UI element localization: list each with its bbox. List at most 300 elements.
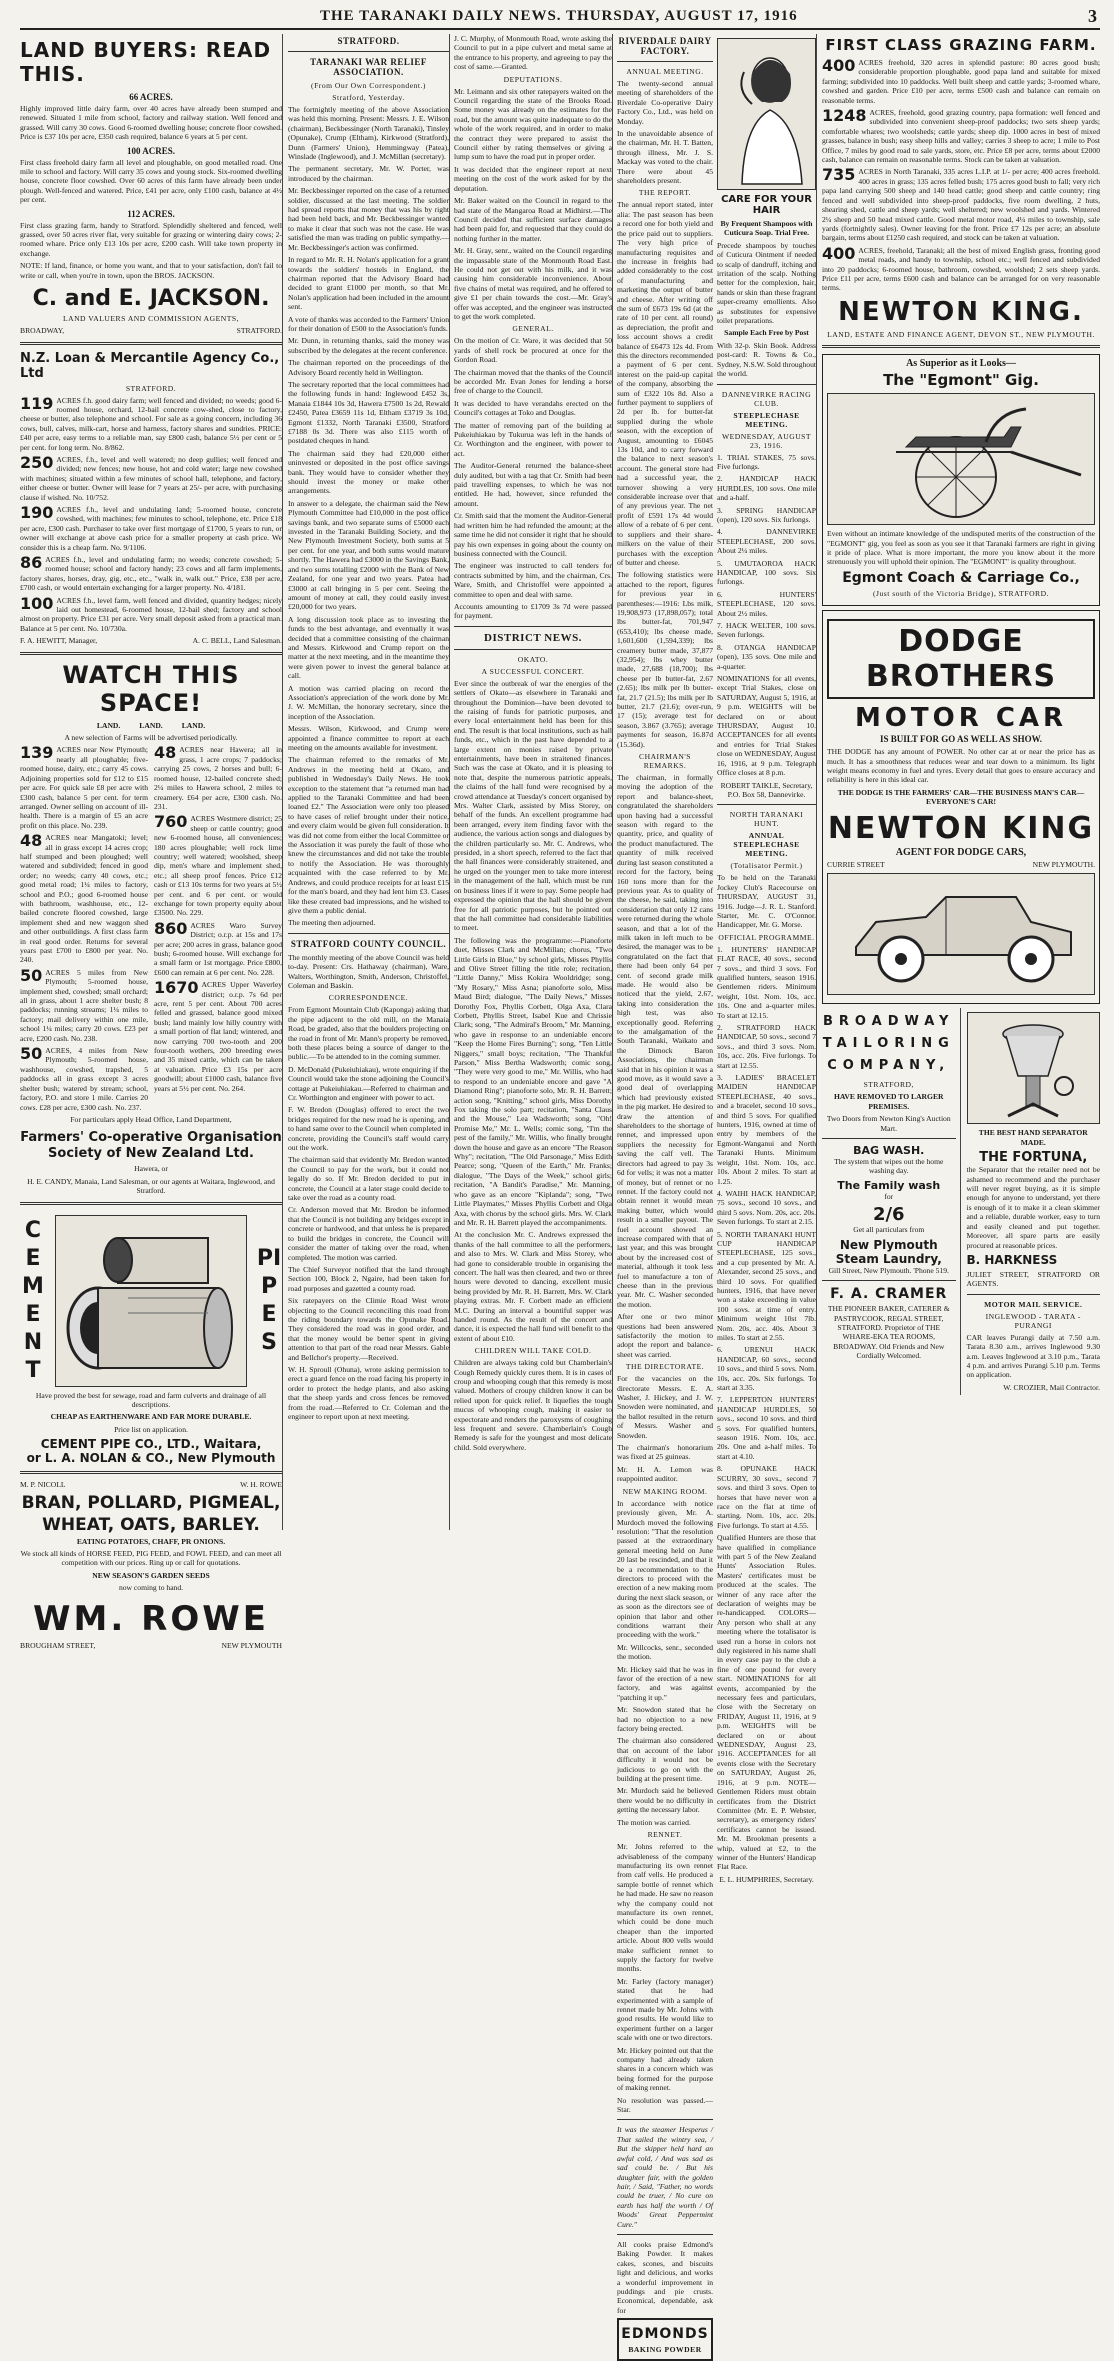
cement-price: Price list on application.: [114, 1424, 188, 1434]
listing-text: ACRES, freehold, Taranaki; all the best of mixed English grass, fronting good metal roads, and handy to township, school etc.; well fenced and subdivided into 20 paddocks; 6-roomed house, bathroom, cowshed, woolshed; 2 sets sheep yards. Price £11 per acre, terms £600 cash and balance can be arranged for on very reasonable terms.: [822, 245, 1100, 293]
rowe-names: [20, 1480, 282, 1489]
farm-size: 112 ACRES.: [127, 208, 175, 219]
hunt-meeting: ANNUAL STEEPLECHASE MEETING.: [733, 831, 800, 859]
listing-acres: 735: [822, 165, 856, 185]
rowe-right: W. H. ROWE: [240, 1480, 282, 1490]
race: 2. HANDICAP HACK HURDLES, 100 sovs. One mile and a-half.: [717, 474, 816, 503]
race: 5. NORTH TARANAKI HUNT CUP HANDICAP STEEPLECHASE, 125 sovs., and a cup presented by Mr. A. Alexander, second 25 sovs., and third 10 sovs. For qualified hunters, 1916, that have never won a stake exceeding in value 100 sovs. at time of entry. Minimum weight 10st 7lb. Nom. 20s, acc. 40s. About 3 miles. To start at 2.55.: [717, 1229, 816, 1342]
edmonds-name: EDMONDS: [621, 2326, 709, 2343]
listing: [20, 593, 282, 634]
article-paragraph: In answer to a delegate, the chairman said the New Plymouth Committee had £10,000 in the post office savings bank, and two separate sums of £5000 each invested in the Taranaki Building Society, and the New Plymouth Investment Society, both sums at 5 per cent. for one year, and both sums would mature shortly. The Hawera had £3000 in the Savings Bank, and two sums totalling £2000 with the Bank of New Zealand, for one year and two years. Patea had £3000 at call bringing in 5 per cent. Seeing the amount of money at call, they could easily invest £20,000 for two years.: [288, 498, 449, 612]
article-paragraph: A motion was carried placing on record the Association's appreciation of the work done by Mr. J. W. McMillan, the honorary secretary, since the inception of the Association.: [288, 683, 449, 721]
divider: [20, 652, 282, 655]
article-paragraph: Mr. Snowdon stated that he had no objection to a new factory being erected.: [617, 1705, 713, 1734]
pipes-letters: PIPES: [256, 1245, 282, 1355]
article-paragraph: The chairman moved that the thanks of the Council be accorded Mr. Evan Jones for lending a horse free of charge to the Council.: [454, 367, 612, 396]
separator-illustration: [967, 1012, 1101, 1124]
article-paragraph: The permanent secretary, Mr. W. Porter, was introduced by the chairman.: [288, 164, 449, 183]
listing-acres: 48: [154, 743, 177, 763]
column-ads: [822, 34, 1100, 1530]
divider: [617, 2119, 713, 2120]
subheading: DEPUTATIONS.: [503, 74, 563, 84]
article-paragraph: Mr. Beckbessinger reported on the case of a returned soldier, discussed at the last meeting. The soldier had spread reports that money that was his by right had been held back, and Mr. Beckbessinger wanted to make it clear that such was not the case. He was satisfied the man was trading on public sympathy.—Mr. Beckbessinger's action was confirmed.: [288, 186, 449, 252]
dairy-top: [617, 34, 816, 2361]
cramer-text: THE PIONEER BAKER, CATERER & PASTRYCOOK, REGAL STREET, STRATFORD. Proprietor of THE WHARE-EKA TEA ROOMS, BROADWAY. Old Friends and New Cordially Welcomed.: [827, 1304, 950, 1361]
subheading: ANNUAL MEETING.: [626, 67, 704, 76]
rowe-address-left: BROUGHAM STREET,: [20, 1640, 96, 1650]
article-paragraph: The engineer was instructed to call tenders for contracts submitted by him, and the chairman, Crs. Ware, Smith, and Christoffel were appointed a committee to open and deal with same.: [454, 561, 612, 599]
bag-heading: BAG WASH.: [853, 1144, 925, 1158]
jackson-name: C. and E. JACKSON.: [32, 286, 270, 312]
article-paragraph: The matter of removing part of the building at Pukeiuhiakau by Tukurua was left in the hands of Cr. Worthington and the engineer, with power to act.: [454, 420, 612, 458]
listing-text: ACRES, f.h., level and well watered; no deep gullies; well fenced and divided; new fences; new house, hot and cold water; large new cowshed with machines; situated within a few minutes of school hall, telephone, and factory, either cheese or butter. Owner will lease for 7 years at 25/- per acre, with purchasing clause if wished. No. 10/752.: [20, 454, 282, 502]
mail-contractor: W. CROZIER, Mail Contractor.: [1003, 1382, 1100, 1392]
section-heading: DISTRICT NEWS.: [484, 631, 582, 644]
fortuna-text: the Separator that the retailer need not be ashamed to recommend and the purchaser will never regret buying, as it is simple enough for anyone to understand, yet there is enough of it to make it a clean skimmer and a reliable, durable worker, easy to turn and easily cleaned and put together. Moreover, all spare parts are easily procured at reasonable prices.: [966, 1165, 1100, 1250]
race: 6. HUNTERS' STEEPLECHASE, 120 sovs. About 2½ miles.: [717, 589, 816, 618]
dodge-text: THE DODGE has any amount of POWER. No other car at or near the price has as much. It has a smoothness that reduces wear and tear down to a minimum. Its light weight means economy in fuel and tyres. Every detail that goes to ensure accuracy and reliability is here in this ideal car.: [827, 747, 1095, 785]
bag-for: for: [884, 1191, 894, 1201]
masthead-title: THE TARANAKI DAILY NEWS. THURSDAY, AUGUST 17, 1916: [320, 8, 798, 24]
listing-acres: 860: [154, 918, 188, 938]
bag-wash: The Family wash: [837, 1178, 941, 1192]
article-paragraph: The chairman's honorarium was fixed at 25 guineas.: [617, 1443, 713, 1462]
subheading: THE REPORT.: [638, 188, 692, 198]
article-paragraph: No resolution was passed.—Star.: [617, 2095, 713, 2115]
listing-column-left: [20, 745, 148, 1114]
dodge-heading: DODGE BROTHERS: [827, 619, 1095, 699]
watch-sub: A new selection of Farms will be advertised periodically.: [64, 733, 238, 743]
gig-illustration: [827, 393, 1095, 525]
article-paragraph: The Chief Surveyor notified that the land through Section 100, Block 2, Ngaire, had been taken for road purposes and gazetted a county road.: [288, 1264, 449, 1293]
racing-heading: DANNEVIRKE RACING CLUB.: [721, 389, 812, 408]
edmonds-sub: BAKING POWDER: [628, 2345, 702, 2355]
listing-text: ACRES Waro Survey District; o.r.p. at 15s and 17s per acre; 200 acres in grass, balance good bush; 6-roomed house. Will exchange for a small farm or 1st mortgage. Price £800, £600 can remain at 6 per cent. No. 228.: [154, 920, 282, 977]
care-sub: By Frequent Shampoos with Cuticura Soap. Trial Free.: [720, 219, 813, 238]
article-paragraph: Children are always taking cold but Chamberlain's Cough Remedy quickly cures them. It is in cases of croup and whooping cough that this remedy is most valued. Mothers of croupy children know it can be relied upon for quick relief. It liquefies the tough mucus of whooping cough, making it easier to expectorate and renders the paroxysms of coughing less frequent and severe. Chamberlain's Cough Remedy is safe for the youngest and most delicate child. Sold everywhere.: [454, 1358, 612, 1452]
mail-route: INGLEWOOD - TARATA - PURANGI: [985, 1311, 1081, 1330]
article-paragraph: The chairman referred to the remarks of Mr. Andrews in the meeting held at Okato, and published in Wednesday's Daily News. He took exception to the statement that "a returned man had applied to the Taranaki Committee and had been loaned £2." The Association were only too pleased to have cases of relief brought under their notice, and every claim would be given full consideration. It was did not come from either the local Committee or the Association it was purely the fault of those who knew the circumstances and did not take the trouble to notify the Association. He was thoroughly acquainted with the case referred to by Mr. Andrews, and could produce receipts for at least £15 for the man's board, and they had lent him £3. Cases like these created bad impressions, and he wished to give them a public denial.: [288, 755, 449, 915]
car-icon: [836, 877, 1086, 992]
article-paragraph: Mr. Johns referred to the advisableness of the company manufacturing its own rennet from calf vells. He produced a sample bottle of rennet which he had made. He saw no reason why the company could not manufacture its own rennet, which could be done much cheaper than the imported article. About 800 vells would make sufficient rennet to supply the factory for twelve months.: [617, 1842, 713, 1974]
bottom-ads-left: [822, 1008, 961, 1395]
article-paragraph: Mr. Farley (factory manager) stated that he had experimented with a sample of rennet made by Mr. Johns with good results. He would like to experiment further on a larger scale with one or two directors.: [617, 1976, 713, 2043]
article-paragraph: Mr. H. A. Lemon was reappointed auditor.: [617, 1464, 713, 1484]
article-paragraph: The following statistics were attached to the report, figures for previous year in parentheses:—1916: Lbs milk, 19,908,973 (17,898,057); total lbs butter-fat, 701,947 (653,410); lbs cheese made, 1,601,600 (1,594,339); lbs creamery butter made, 37,877 (32,954); lbs whey butter made, 27,688 (18,700); lbs cheese per lb butter-fat, 2.67 (2.65); lbs milk per lb butter-fat, 21.7 (21.5); lbs milk per lb butter, 21.7 (21.6); over-run, 17 (15); average test for season, 3.867 (3.765); average payments for season, 16.87d (15.36d).: [617, 570, 713, 749]
jackson-note: NOTE: If land, finance, or home you want, and that to your satisfaction, don't fail to write or call, when you're in town, upon the BROS. JACKSON.: [20, 261, 282, 280]
listing-text: ACRES f.h., level and undulating land; 5-roomed house, concrete cowshed, with machines; few minutes to school, telephone, etc. Price £18 per acre, £300 cash. Purchaser to take over first mortgage of £1700, 5 years to run, or owner will exchange at above cash price for a smaller property at cash price. We consider this is a cheap farm. No. 9/1106.: [20, 504, 282, 552]
separator-heading: THE BEST HAND SEPARATOR MADE.: [978, 1128, 1088, 1147]
article-paragraph: J. C. Murphy, of Monmouth Road, wrote asking the Council to put in a pipe culvert and metal same at the entrance to his property, and agreeing to pay the cost of same.—Granted.: [454, 34, 612, 72]
listing-text: ACRES Westmere district; 25 sheep or cattle country; good new 6-roomed house, all conveniences; 180 acres ploughable; well rock lime country; well watered; woolshed, sheep dip, men's whare and implement shed, etc.; all sheep proof fences. Price £12 cash or £13 10s terms for two years at 5½ per cent. and 6 per cent. or would exchange for town property equity about £3500. No. 229.: [154, 814, 282, 918]
hunt-permit: (Totalisator Permit.): [730, 861, 803, 871]
article-paragraph: Six ratepayers on the Climie Road West wrote objecting to the Council reconciling this road from the riding boundary towards the Opunake Road. They considered the road was in good order, and that the money would be better spent in giving attention to that part of the road near Messrs. Gable and Bellchor's property.—Received.: [288, 1296, 449, 1362]
rowe-address: [20, 1641, 282, 1650]
listing: [20, 502, 282, 552]
woman-icon: [722, 44, 812, 184]
bran-heading: BRAN, POLLARD, PIGMEAL,: [21, 1492, 281, 1513]
pipes-icon: [58, 1218, 244, 1384]
article-paragraph: In the unavoidable absence of the chairman, Mr. H. T. Batten, through illness, Mr. J. S. Mackay was voted to the chair. There were about 45 shareholders present.: [617, 129, 713, 186]
coming-line: now coming to hand.: [118, 1583, 184, 1593]
hunt-notes: Qualified Hunters are those that have qualified in compliance with part 5 of the New Zealand Hunts' Association Rules. Masters' certificates must be produced at the scales. The winner of any race after the declaration of weights may be re-handicapped. COLORS—Any person who shall at any meeting where the totalisator is used run a horse in colors not duly registered in his name shall in every case pay to the club a fine of one pound for every start. NOMINATIONS for all events, accompanied by the necessary fees and particulars, close with the Secretary on FRIDAY, August 11, 1916, at 9 p.m. WEIGHTS will be declared on or about WEDNESDAY, August 23, 1916. ACCEPTANCES for all events close with the Secretary on SATURDAY, August 26, 1916, at 9 p.m. NOTE—Gentlemen Riders must obtain certificates from the District Committee (Mr. E. P. Webster, secretary), as emergency riders' certificates cannot be issued. Mr. M. Brookman presents a whip, valued at £2, to the winner of the Hunters' Handicap Flat Race.: [717, 1533, 816, 1872]
gig-carriage-icon: [836, 397, 1086, 522]
dodge-built: IS BUILT FOR GO AS WELL AS SHOW.: [879, 733, 1043, 744]
listing-text: ACRES near Mangatoki; level; all in grass except 14 acres crop; half stumped and been ploughed; well watered and subdivided; fenced in good order; no weeds; carry 40 cows, etc.; good metal road; 1¼ miles to factory, school and P.O.; good 6-roomed house with bathroom, washhouse, etc., 12-bailed concrete floored cowshed, large implement shed and new waggon shed and other outbuildings. A first class farm in real good order. Returns for several years past £700 to £800 per year. No. 240.: [20, 833, 148, 965]
farm-text: First class freehold dairy farm all level and ploughable, on good metalled road. One mile to school and factory. Will carry 35 cows and young stock. Six-roomed dwelling house, concrete floor cowshed. Over 60 acres of this farm have already been under plough. Well-fenced and watered. Price, £41 per acre, only £100 cash, balance at 4½ per cent.: [20, 157, 282, 205]
listing-text: ACRES, freehold, good grazing country, papa formation: well fenced and subdivided into convenient sheep-proof paddocks; two sets sheep yards; comfortable whares; two woolsheds; cattle yards; sheep dip. 1000 acres in best of mixed grasses, balance in bush; easy sheep hills and valley; carries 3 sheep to acre; 1 mile to Post Office, 7 miles by good road to sale yards, store, etc. Price £8 per acre, terms about £2000 cash, balance can remain on reasonable terms. Stock can be taken at valuation.: [822, 108, 1100, 165]
listing-text: ACRES, 4 miles from New Plymouth; 5-roomed house, washhouse, cowshed, trapshed, 5 paddocks all in grass except 3 acres shelter bush; watered by stream; school, factory, P.O. and store 1 mile. Carries 20 cows. £28 per acre, £300 cash. No. 237.: [20, 1046, 148, 1112]
listing-text: ACRES f.h. good dairy farm; well fenced and divided; no weeds; good 6-roomed house, orchard, 12-bail concrete cow-shed, close to factory, cheese or butter, also telephone and school. For sale as a going concern, including 36 cows, bull, calves, milk-cart, horse and harness, factory shares and sundries. PRICE: £40 per acre, easy terms to a reliable man, say £800 cash, balance 5½ per cent or 5 per cent. for long term. No. 8/862.: [20, 395, 282, 452]
listing: [822, 108, 1100, 164]
race: 1. TRIAL STAKES, 75 sovs. Five furlongs.: [717, 452, 816, 471]
article-paragraph: The twenty-second annual meeting of shareholders of the Riverdale Co-operative Dairy Factory Co., Ltd., was held on Monday.: [617, 79, 713, 126]
dodge-address-left: CURRIE STREET: [827, 860, 885, 870]
nz-salesman: A. C. BELL, Land Salesman.: [192, 636, 282, 646]
divider: [20, 342, 282, 345]
car-illustration: [827, 873, 1095, 995]
listing-text: ACRES 5 miles from New Plymouth; 5-roomed house, implement shed, cowshed; small orchard; all in grass, about 1 acre shelter bush; 8 paddocks; running streams; 1¼ miles to factory; mail delivery within one mile, school 1¼ miles; carry 20 cows. £23 per acre, £200 cash. No. 238.: [20, 967, 148, 1043]
listing-acres: 50: [20, 965, 43, 985]
newton-king-dodge: NEWTON KING: [827, 810, 1095, 846]
race: 7. LEPPERTON HUNTERS' HANDICAP HURDLES, 50 sovs., second 10 sovs. and third 5 sovs. For qualified hunters, season 1916. Nom. 10s, acc. 20s. One and a-half miles. To start at 4.10.: [717, 1395, 816, 1461]
listing-text: ACRES near Hawera; all in grass, 1 acre crops; 7 paddocks; carrying 25 cows, 2 horses and bull; 6-roomed house, 12-bailed concrete shed; 2¼ miles to Hawera school, 2 miles to creamery. £64 per acre, £300 cash. No. 231.: [154, 745, 282, 811]
nz-loan-town: STRATFORD.: [125, 383, 177, 393]
broadway-heading: BROADWAY TAILORING COMPANY,: [822, 1014, 955, 1074]
poem: It was the steamer Hesperus / That sailed the wintry sea, / But the skipper held hard an awful cold, / And was sad as sad could be. / But his daughter fair, with the golden hair, / Said, "Father, no words could be truer, / No cure on earth has half the worth / Of Woods' Great Peppermint Cure.": [617, 2125, 713, 2229]
article-heading: RIVERDALE DAIRY FACTORY.: [618, 36, 712, 56]
listing: [20, 555, 282, 593]
listing-acres: 400: [822, 243, 856, 263]
divider: [717, 804, 816, 805]
race: 3. LADIES' BRACELET MAIDEN HANDICAP STEEPLECHASE, 40 sovs., and a bracelet, second 10 sovs., and third 5 sovs. For qualified hunters, 1916, owned at time of entry by members of the Egmont-Wanganui and North Taranaki Hunts. Minimum weight, 10st. Nom. 10s, acc. 10s. About 2 miles. To start at 1.25.: [717, 1073, 816, 1186]
race: 8. OTANGA HANDICAP (open), 135 sovs. One mile and a-quarter.: [717, 642, 816, 671]
page-number: 3: [1088, 6, 1098, 26]
listing: [154, 918, 282, 977]
racing-meeting: STEEPLECHASE MEETING.: [733, 410, 800, 429]
cement-cheap: CHEAP AS EARTHENWARE AND FAR MORE DURABLE.: [50, 1412, 252, 1422]
article-paragraph: It was decided that the engineer report at next meeting on the cost of the work asked for by the deputation.: [454, 164, 612, 193]
cement-letters: CEMENT: [22, 1217, 44, 1383]
subheading: RENNET.: [647, 1830, 683, 1840]
cement-company: CEMENT PIPE CO., LTD., Waitara,: [40, 1437, 262, 1452]
listing: [154, 814, 282, 917]
hunt-programme: OFFICIAL PROGRAMME.: [718, 932, 815, 942]
listing-columns: [20, 745, 282, 1114]
listing-acres: 190: [20, 502, 54, 522]
article-paragraph: Mr. Dunn, in returning thanks, said the money was subscribed by the delegates at the recent conference.: [288, 336, 449, 355]
watch-land: LAND. LAND. LAND.: [96, 720, 206, 730]
column-stratford-news: [288, 34, 450, 1530]
divider: [822, 345, 1100, 348]
listing-text: ACRES f.h., level farm, well fenced and divided, quantity hedges; nicely laid out homestead, 6-roomed house, 12-bail shed; factory and school almost on property. Price £31 per acre. Very small deposit asked from a practical man. Balance at 5 per cent. No. 10/730a.: [20, 595, 282, 633]
farm-text: Highly improved little dairy farm, over 40 acres have already been stumped and renewed. Situated 1 mile from school, factory and railway station. Well fenced and grassed. Will carry 30 cows. Good 6-roomed dwelling house; concrete floor cowshed. Price is £37 10s per acre, £350 cash required, balance 6 years at 5 per cent.: [20, 104, 282, 142]
listing-acres: 119: [20, 393, 54, 413]
wheat-heading: WHEAT, OATS, BARLEY.: [42, 1514, 260, 1535]
subheading: CHAIRMAN'S REMARKS.: [639, 752, 691, 771]
article-paragraph: The annual report stated, inter alia: The past season has been a record one for both yield and the price paid out to suppliers. The very high price of manufacturing requisites and the increase in freights had added considerably to the cost of manufacturing and marketing the output of butter and cheese. After writing off the sum of £673 19s 6d (at the rate of 10 per cent. all round) as depreciation, the profit and loss account shows a credit balance of £6473 12s 4d. From this the directors recommended a payment of 6 per cent. interest on the paid-up capital of the company, absorbing the sum of £322 10s 8d. Also a further payment to suppliers of 2d per lb. for butter-fat supplied during the whole season, with the exception of August, amounting to £6045 13s 10d, and to carry forward the balance to next season's account. The general store had had a successful year, the turnover showing a very considerable increase over that of any previous year. The net profit of £591 17s 4d would allow of a rebate of 6 per cent. to suppliers and their share-milkers on the value of their purchases with the exception of butter and cheese.: [617, 200, 713, 567]
article-heading: STRATFORD COUNTY COUNCIL.: [290, 938, 447, 949]
article-paragraph: Mr. Hickey pointed out that the company had already taken shares in a concern which was being formed for the purpose of making rennet.: [617, 2045, 713, 2093]
rowe-left: M. P. NICOLL: [20, 1480, 66, 1490]
egmont-gig-ad: [822, 354, 1100, 606]
listing-acres: 50: [20, 1044, 43, 1064]
divider: [617, 2234, 713, 2235]
listing-acres: 100: [20, 593, 54, 613]
farmers-sub: Hawera, or: [134, 1164, 168, 1174]
rowe-text: We stock all kinds of HORSE FEED, PIG FEED, and FOWL FEED, and can meet all competition with our prices. Ring up or call for quotations.: [20, 1548, 282, 1568]
column-council-news: [454, 34, 613, 1530]
subheading: CHILDREN WILL TAKE COLD.: [474, 1346, 592, 1356]
listing-text: ACRES freehold, 320 acres in splendid pasture: 80 acres good bush; considerable proportion ploughable, good papa land and suitable for mixed farming; subdivided into 10 paddocks. Well built sheep and cattle yards; 3-roomed whare, cowshed and garden. Price £10 per acre, terms £500 cash and balance can remain on reasonable terms.: [822, 58, 1100, 105]
listing: [154, 745, 282, 811]
subheading: OKATO.: [517, 654, 549, 664]
subheading: GENERAL.: [512, 324, 554, 334]
gig-superior: As Superior as it Looks—: [906, 357, 1016, 369]
subheading: A SUCCESSFUL CONCERT.: [481, 666, 585, 676]
harkness-address: JULIET STREET, STRATFORD OR AGENTS.: [966, 1269, 1100, 1289]
seeds-line: NEW SEASON'S GARDEN SEEDS: [92, 1570, 210, 1580]
broadway-moved: HAVE REMOVED TO LARGER PREMISES.: [834, 1092, 944, 1111]
broadway-door: Two Doors from Newton King's Auction Mart.: [826, 1114, 951, 1133]
particulars: For particulars apply Head Office, Land Department,: [70, 1114, 232, 1124]
farm-size: 66 ACRES.: [129, 92, 173, 102]
newton-king-heading: NEWTON KING.: [838, 296, 1084, 327]
race: 4. DANNEVIRKE STEEPLECHASE, 200 sovs. About 2¼ miles.: [717, 527, 816, 556]
article-paragraph: The fortnightly meeting of the above Association was held this morning. Present: Messrs. J. E. Wilson (chairman), Beckbessinger (North Taranaki), Tinsley (Opunake), Crump (Eltham), Kirkwood (Stratford), Dunn (Farmers' Union), Hemmingway (Patea), Winslade (Inglewood), and J. McMillan (secretary).: [288, 105, 449, 162]
listing-acres: 1248: [822, 106, 867, 126]
article-paragraph: From Egmont Mountain Club (Kaponga) asking that the pipe adjacent to the old mill, on the Manaia Road, be graded, also that the boulders projecting on the road in front of Mr. Mann's property be removed, both these places being a source of danger to the public.—To be attended to in the coming summer.: [288, 1005, 450, 1062]
grazing-heading: FIRST CLASS GRAZING FARM.: [825, 36, 1097, 54]
care-text: Precede shampoos by touches of Cuticura Ointment if needed to scalp of dandruff, itching and irritation of the scalp. Nothing better for the complexion, hair, hands or skin than these fragrant super-creamy emollients. Also as substitutes for expensive toilet preparations.: [717, 240, 816, 326]
hunt-text: To be held on the Taranaki Jockey Club's Racecourse on THURSDAY, AUGUST 31, 1916. Judge—J. R. L. Stanford. Starter, Mr. C. O'Connor. Handicapper, Mr. G. Morse.: [717, 873, 816, 930]
listing-acres: 139: [20, 743, 54, 763]
bottom-ads-right: [967, 1008, 1101, 1395]
separator-icon: [978, 1016, 1088, 1121]
listing: [154, 980, 282, 1093]
nz-footer: [20, 636, 282, 645]
article-paragraph: The motion was carried.: [617, 1817, 691, 1827]
nz-loan-heading: N.Z. Loan & Mercantile Agency Co., Ltd: [20, 350, 280, 381]
masthead: [20, 6, 1100, 30]
article-paragraph: In accordance with notice previously given, Mr. A. Murdoch moved the following resolution: "That the resolution passed at the extraordinary general meeting held on June 20 last be rescinded, and that it be a recommendation to the directors to proceed with the erection of a new making room during the next slack season, or as soon as the directors see of opinion that labor and other conditions warrant their proceeding with the work.": [617, 1498, 713, 1640]
article-paragraph: After one or two minor questions had been answered satisfactorily the motion to adopt the report and balance-sheet was carried.: [617, 1312, 713, 1359]
article-dateline: Stratford, Yesterday.: [332, 93, 405, 102]
article-paragraph: Mr. Leimann and six other ratepayers waited on the Council regarding the state of the Brooks Road. Some money was already on the estimates for the road, but the amount was quite inadequate to do the whole of the work required, and in order to make the contract they were prepared to assist the Council either by rating themselves or giving a lump sum to have the road put in proper order.: [454, 86, 612, 162]
dodge-agent: AGENT FOR DODGE CARS,: [895, 846, 1027, 858]
gig-address: (Just south of the Victoria Bridge), STRATFORD.: [872, 588, 1050, 598]
article-paragraph: It was decided to have verandahs erected on the Council's cottages at Toko and Douglas.: [454, 398, 612, 418]
section-heading: STRATFORD.: [337, 36, 400, 46]
race: 8. OPUNAKE HACK SCURRY, 30 sovs., second 7 sovs. and third 3 sovs. Open to horses that have never won a race on the flat at time of starting. Nom. 10s, acc. 20s. Five furlongs. To start at 4.55.: [717, 1464, 816, 1530]
listing-text: ACRES f.h., level and undulating farm; no weeds; concrete cowshed; 5-roomed house; school and factory handy; 23 cows and all farm implements, factory shares, horses, dray, gig, etc., etc., "walk in, walk out." Price, £38 per acre, £700 cash, or would entertain exchanging for a larger property. No. 4/181.: [20, 555, 282, 593]
divider: [454, 649, 612, 650]
listing: [822, 243, 1100, 293]
listing-acres: 760: [154, 812, 188, 832]
broadway-town: STRATFORD,: [863, 1080, 914, 1090]
divider: [822, 1138, 956, 1139]
race: 6. URENUI HACK HANDICAP, 60 sovs., second 10 sovs., and third 5 sovs. Nom. 10s, acc. 20s. Six furlongs. To start at 3.35.: [717, 1345, 816, 1393]
article-paragraph: Mr. Murdoch said he believed there would be no difficulty in getting the necessary labor.: [617, 1786, 713, 1815]
race: 4. WAIHI HACK HANDICAP, 75 sovs., second 10 sovs., and third 5 sovs. Nom. 20s, acc. 20s. Seven furlongs. To start at 2.15.: [717, 1188, 816, 1227]
subheading: THE DIRECTORATE.: [625, 1362, 705, 1372]
dodge-farmers: THE DODGE IS THE FARMERS' CAR—THE BUSINESS MAN'S CAR—EVERYONE'S CAR!: [837, 787, 1085, 807]
listing: [20, 833, 148, 965]
dodge-ad: [822, 610, 1100, 1005]
article-paragraph: For the vacancies on the directorate Messrs. E. A. Washer, J. Hickey, and J. W. Snowden were nominated, and the ballot resulted in the return of Messrs. Washer and Snowden.: [617, 1374, 713, 1440]
article-paragraph: F. W. Bredon (Douglas) offered to erect the two bridges required for the new road he is opening, and to hand same over to the Council when completed in concrete, providing the Council's staff would carry out the work.: [288, 1105, 449, 1153]
dodge-address-right: NEW PLYMOUTH.: [1032, 860, 1095, 870]
article-byline: (From Our Own Correspondent.): [311, 81, 426, 90]
article-paragraph: The chairman said they had £20,000 either uninvested or deposited in the post office savings bank. They would have to consider whether they should invest the money or make other arrangements.: [288, 448, 449, 496]
divider: [967, 1294, 1101, 1295]
nz-manager: F. A. HEWITT, Manager,: [20, 636, 98, 646]
edmonds-logo: [617, 2318, 713, 2361]
cramer-heading: F. A. CRAMER: [830, 1286, 948, 1303]
pipes-illustration: [55, 1215, 247, 1387]
listing: [20, 745, 148, 830]
listing-acres: 86: [20, 553, 43, 572]
farm-text: First class grazing farm, handy to Stratford. Splendidly sheltered and fenced, well grassed, over 50 acres river flat, very suitable for grazing or wintering dairy cows; 2-roomed whare. Price only £13 10s per acre, £200 cash. Will take town property in exchange.: [20, 220, 282, 258]
article-paragraph: The chairman said that evidently Mr. Bredon wanted the Council to pay for the work, but it could not legally do so. If Mr. Bredon decided to put in concrete, the Council at a later stage could decide to take over the road as a county road.: [288, 1155, 449, 1203]
article-paragraph: A long discussion took place as to investing the funds to the best advantage, and eventually it was decided that a committee consisting of the chairman and Messrs. Kirkwood and Crump report on the matter at the next meeting, and in the meantime they were given power to invest the general balance at call.: [288, 614, 449, 681]
article-paragraph: Ever since the outbreak of war the energies of the settlers of Okato—as elsewhere in Taranaki and throughout the Dominion—have been devoted to the raising of funds for patriotic purposes, and every local entertainment held has been for this end. The result is that local institutions, such as hall funds, etc., which in the past have depended to a large extent on monies raised by private entertainments, have been in straitened finances. Such was the case at Okato, and it is pleasing to note that, despite the numerous patriotic appeals, the claims of the hall fund were recognised by a crowd attendance at Tuesday's concert organised by Mrs. Walter Clark, assisted by Miss Storey, on behalf of the funds. An excellent programme had been arranged, every item finding favor with the audience, the various action songs and dialogues by the children particularly so. Mr. C. Andrews, who presided, in a short speech, referred to the fact that the hall finances were considerably straitened, and he urged on the younger men to take more interest in the management of the hall, which must be run on business lines if it were to pay. Some people had expressed the opinion that the hall should be given free for all patriotic purposes, but he pointed out that the hall committee had considerable liabilities to meet.: [454, 678, 612, 933]
article-paragraph: The chairman also considered that on account of the labor difficulty it would not be judicious to go on with the building at the present time.: [617, 1736, 713, 1784]
farmers-heading: Farmers' Co-operative Organisation Society of New Zealand Ltd.: [20, 1130, 282, 1162]
article-paragraph: The secretary reported that the local committees had the following funds in hand: Inglewood £452 3s, Manaia £1844 10s 3d, Hawera £7500 1s 2d, Rewald £2450, Patea £3659 11s 1d, Eltham £3719 3s 10d, Egmont £1332, North Taranaki £3500, Stratford £7188 0s 3d. There was also £115 worth of postdated cheques in hand.: [288, 379, 449, 446]
bag-price: 2/6: [872, 1204, 905, 1226]
article-paragraph: Mr. Willcocks, senr., seconded the motion.: [617, 1642, 713, 1662]
article-heading: TARANAKI WAR RELIEF ASSOCIATION.: [310, 57, 427, 77]
listing-text: ACRES in North Taranaki, 335 acres L.I.P. at 1/- per acre; 400 acres freehold. 400 acres in grass; 135 acres felled bush; 175 acres good bush to fall; very rich papa land carrying 500 sheep and 140 head cattle; good sheep and cattle country; ring fenced and well subdivided into sheep-proof paddocks, five room dwelling, 2 huts, shearing shed, cattle and sheep yards; well sheltered; new woolshed and yards. Wintered 2¼ sheep and 50 head mixed cattle. Good metal motor road, 4¼ miles to township, sale yards (fortnightly sales). Owner leaving for the front. Price £7 12s per acre; an absolute bargain, terms about £1250 cash required, and stock can be taken at valuation.: [822, 167, 1100, 243]
listing-acres: 250: [20, 452, 54, 472]
mail-text: CAR leaves Purangi daily at 7.50 a.m. Tarata 8.30 a.m., arrives Inglewood 9.30 a.m. Leaves Inglewood at 3.10 p.m., Tarata 4 p.m. and arrives Purangi 5.10 p.m. Terms on application.: [966, 1332, 1100, 1380]
subheading: NEW MAKING ROOM.: [622, 1486, 708, 1496]
divider: [617, 61, 713, 62]
article-paragraph: Mr. Baker waited on the Council in regard to the bad state of the Mangaroa Road at Midhirst.—The Council decided that sufficient surface damages had been paid for, and requested that they could do nothing further in the matter.: [454, 196, 612, 243]
article-paragraph: D. McDonald (Pukeiuhiakau), wrote enquiring if the Council would take the stone adjoining the Council's cottage at Pukeiuhiakau.—Referred to chairman and Cr. Worthington and engineer with power to act.: [288, 1064, 449, 1102]
article-paragraph: The chairman, in formally moving the adoption of the report and balance-sheet, congratulated the shareholders upon having had a successful season with regard to the quantity, price, and quality of the product manufactured. The quantity of milk received during last season constituted a record for the factory, being 160 tons more than for the previous year. As to quality of the cheese, he said, taking into consideration that only 12 cans were returned during the whole season, and that a lot of the milk taken in left much to be desired, the manager was to be congratulated on the fact that there had been only 64 per cent. of second grade milk made. He would also be noticed that the yield, 2.67, taking into consideration the high test, was also exceptionally good. Referring to the amalgamation of the South Taranaki, Waikato and the Dimock Baron Associations, the chairman said that in his opinion it was a good move, as it would save a good deal of overlapping which had previously existed in the pig market. He desired to draw the attention of shareholders to the shortage of rennet, and impressed upon suppliers the necessity for saving the calf vell. The directors had agreed to pay 3s 6d for vells; it was not a matter of money, but of rennet or no rennet. If the factory could not obtain rennet it would mean making butter, which would result in a smaller payout. The fuel account showed an increase compared with that of last year, and this was brought about by the increased cost of material, although it took less fuel to manufacture a ton of cheese than in the previous year. Mr. C. Washer seconded the motion.: [617, 773, 713, 1309]
farmers-agents: H. E. CANDY, Manaia, Land Salesman, or our agents at Waitara, Inglewood, and Stratford.: [27, 1176, 275, 1196]
harkness-name: B. HARKNESS: [966, 1252, 1058, 1267]
steam-laundry: New Plymouth Steam Laundry,: [835, 1237, 942, 1266]
eating-line: EATING POTATOES, CHAFF, PR ONIONS.: [76, 1536, 226, 1546]
gig-company: Egmont Coach & Carriage Co.,: [842, 569, 1080, 586]
article-paragraph: Mr. Hickey said that he was in favor of the erection of a new factory, and was against "patching it up.": [617, 1664, 713, 1702]
listing: [822, 58, 1100, 105]
care-heading: CARE FOR YOUR HAIR: [721, 194, 812, 216]
edmonds-text: All cooks praise Edmond's Baking Powder. It makes cakes, scones, and biscuits light and delicious, and works a wonderful improvement in puddings and pie crusts. Economical, dependable, ask for: [617, 2239, 713, 2315]
bag-get: Get all particulars from: [853, 1225, 925, 1235]
dairy-article-start: [617, 34, 713, 2361]
hunt-secretary: E. L. HUMPHRIES, Secretary.: [719, 1874, 814, 1884]
watch-heading: WATCH THIS SPACE!: [62, 660, 240, 717]
divider: [20, 1471, 282, 1474]
article-paragraph: The following was the programme:—Pianoforte duet, Misses Clark and McMillan; chorus, "Two Little Girls in Blue," by school girls, Misses Phyllis and Olive Street filling the title role; recitation, "Little Danny," Miss Kokira Wooldridge; song, "My Rosary," Miss Asna; pianoforte solo, Miss Maud Bird; dialogue, "The Daily News," Misses Dorothy Fox, Phyllis Corbett, Olga Axa, Clara Corbett, Phyllis Street, Isabel Kue and Chrissie Clark; song, "The Admiral's Broom," Mr. Manning, who gave in response to an undeniable encore "Keep the Home Fires Burning"; song, "Ten Little Niggers," small boys; recitation, "The Thankful Parson," Miss Bertha Wadsworth; comic song, "They were very good to me," Mr. Willis, who had to respond to an undeniable encore and gave "A Diamond Ring"; pianoforte solo, Mr. R. H. Barrett; action song, "Knitting," school girls, Miss Dorothy Fox taking the solo part; recitation, "Santa Claus and the Mouse," Lea Wadsworth; song, "Oh! Promise Me," Mr. L. Wells; comic song, "I'm the pest of the family," Mr. Willis, who finally brought down the house and gave as an encore "The Reason Why"; recitation, "The Old Parsonage," Miss Edith Pearce; song, "Queen of the Earth," Mr. Franks; dialogue, "The Days of the Week," school girls; recitation, "A Bandit's Paradise," Mr. Manning, who gave as an encore "Kiplanda"; song, "Two Little Playmates," Misses Phyllis Corbett and Olga Axa, with chorus by the school girls. Mrs. W. Clark and Mr. R. H. Barrett played the accompaniments.: [454, 935, 612, 1227]
listing: [20, 1046, 148, 1112]
cement-pipes-ad: [20, 1211, 282, 1391]
jackson-sub: LAND VALUERS AND COMMISSION AGENTS,: [62, 314, 240, 324]
care-sample: Sample Each Free by Post: [724, 328, 809, 338]
column-dairy-racing: [617, 34, 817, 2355]
rowe-name: WM. ROWE: [33, 1598, 269, 1639]
listing-acres: 48: [20, 831, 43, 851]
listing-column-right: [154, 745, 282, 1114]
listing: [20, 452, 282, 502]
newton-king-sub: LAND, ESTATE AND FINANCE AGENT, DEVON ST., NEW PLYMOUTH.: [827, 329, 1095, 339]
listing-text: ACRES near New Plymouth; nearly all ploughable; five-roomed house, dairy, etc.; carry 45 cows. Adjoining properties sold for £12 to £15 per acre. For quick sale £8 per acre with £300 cash, balance 5 per cent. for term arranged. Owner selling on account of ill-health. There is a margin of £5 an acre profit on this place. No. 239.: [20, 745, 148, 830]
article-paragraph: The monthly meeting of the above Council was held to-day. Present: Crs. Hathaway (chairman), Ware, Walters, Worthington, Smith, Anderson, Christoffel, Coleman and Baskin.: [288, 952, 449, 990]
divider: [822, 1280, 956, 1281]
fortuna-heading: THE FORTUNA,: [979, 1150, 1088, 1166]
racing-notes: NOMINATIONS for all events, except Trial Stakes, close on SATURDAY, August 5, 1916, at 9 p.m. WEIGHTS will be declared on or about THURSDAY, August 10. ACCEPTANCES for all events and entries for Trial Stakes close on WEDNESDAY, August 16, 1916, at 9 p.m. Telegraph Office closes at 8 p.m.: [717, 674, 816, 778]
rowe-address-right: NEW PLYMOUTH: [221, 1640, 282, 1650]
steam-address: Gill Street, New Plymouth. 'Phone 519.: [828, 1265, 949, 1275]
race: 2. STRATFORD HACK HANDICAP, 50 sovs., second 7 sovs., and third 3 sovs. Nom. 10s, acc. 20s. Five furlongs. To start at 12.55.: [717, 1023, 816, 1070]
listing-acres: 400: [822, 56, 856, 75]
care-address: With 32-p. Skin Book. Address post-card: R. Towns & Co., Sydney, N.S.W. Sold throughout the world.: [717, 340, 817, 379]
bag-text: The system that wipes out the home washing day.: [834, 1157, 944, 1176]
divider: [717, 384, 816, 385]
hunt-heading: NORTH TARANAKI HUNT.: [729, 810, 804, 829]
hair-illustration: [717, 38, 816, 190]
divider: [288, 51, 449, 52]
dodge-address: [827, 860, 1095, 869]
column-land-ads: [20, 34, 283, 1650]
racing-date: WEDNESDAY, AUGUST 23, 1916.: [721, 431, 812, 450]
race: 3. SPRING HANDICAP (open), 120 sovs. Six furlongs.: [717, 505, 816, 524]
cement-text: Have proved the best for sewage, road and farm culverts and drainage of all descriptions.: [35, 1390, 267, 1409]
subheading: CORRESPONDENCE.: [328, 993, 409, 1003]
listing-acres: 1670: [154, 978, 199, 998]
jackson-address-right: STRATFORD.: [236, 326, 282, 336]
article-paragraph: At the conclusion Mr. C. Andrews expressed the thanks of the hall committee to all the performers, and also to Mrs. W. Clark and Miss Storey, who had gone to considerable trouble in organising the concert. The hall was then cleared, and two or three hours were devoted to dancing, excellent music being provided by Mr. R. H. Barrett, Mrs. W. Clark playing extras. Mr. F. Corbett made an efficient M.C. During an interval a bountiful supper was handed round. As the result of the concert and dance, it is expected the hall fund will benefit to the extent of about £10.: [454, 1230, 612, 1343]
jackson-address: [20, 326, 282, 335]
article-paragraph: Accounts amounting to £1709 3s 7d were passed for payment.: [454, 601, 612, 621]
bottom-ads: [822, 1008, 1100, 1395]
racing-secretary: ROBERT TAIKLE, Secretary, P.O. Box 58, Dannevirke.: [720, 780, 813, 799]
article-paragraph: On the motion of Cr. Ware, it was decided that 50 yards of shell rock be procured at once for the Gordon Road.: [454, 336, 612, 365]
article-paragraph: Mr. H. Gray, senr., waited on the Council regarding the impassable state of the Monmouth Road East. He could not get out with his milk, and it was causing him considerable inconvenience. About five chains of metal was required, and he offered to give £1 per chain towards the cost.—Mr. Gray's offer was accepted, and the engineer was instructed to get the work completed.: [454, 246, 612, 321]
article-paragraph: The chairman reported on the proceedings of the Advisory Board recently held in Wellington.: [288, 358, 449, 377]
article-paragraph: W. H. Sproull (Ohuna), wrote asking permission to erect a guard fence on the road facing his property in order to protect the hedge plants, and also asking that the sheep yards and cross fences be removed from the road.—Referred to Cr. Coleman and the engineer to report upon at next meeting.: [288, 1364, 449, 1421]
jackson-address-left: BROADWAY,: [20, 326, 65, 336]
divider: [454, 626, 612, 627]
farm-size: 100 ACRES.: [126, 145, 175, 156]
race: 1. HUNTERS' HANDICAP FLAT RACE, 40 sovs., second 7 sovs., and third 3 sovs. For qualified hunters, season 1916. Gentlemen riders. Minimum weight, 10st. Nom. 10s, acc. 10s. One and a-quarter miles. To start at 12.15.: [717, 944, 816, 1020]
race: 7. HACK WELTER, 100 sovs. Seven furlongs.: [717, 621, 816, 640]
cement-agent: or L. A. NOLAN & CO., New Plymouth: [26, 1451, 276, 1466]
gig-text: Even without an intimate knowledge of the undisputed merits of the construction of the "EGMONT" gig, you feel as soon as you see it that Taranaki farmers are right in giving it pride of place. What is more important, the more you know about it the more strenuously you will uphold their opinion. The "EGMONT" is quality throughout.: [827, 529, 1095, 567]
article-paragraph: Cr. Anderson moved that Mr. Bredon be informed that the Council is not building any bridges except in concrete or hardwood, and that unless he is prepared to build the bridges in concrete, the Council will consider the matter of taking over the road, when completed. The motion was carried.: [288, 1205, 449, 1262]
race: 5. UMUTAOROA HACK HANDICAP, 100 sovs. Six furlongs.: [717, 558, 816, 587]
article-paragraph: The meeting then adjourned.: [288, 918, 376, 928]
listing: [20, 965, 148, 1043]
article-paragraph: Messrs. Wilson, Kirkwood, and Crump were appointed a finance committee to report at each meeting on the amounts available for investment.: [288, 724, 449, 752]
mail-heading: MOTOR MAIL SERVICE.: [984, 1299, 1083, 1309]
article-paragraph: In regard to Mr. R. H. Nolan's application for a grant towards the soldiers' hostels in England, the chairman reported that the Advisory Board had decided to grant £1000 per month, so that Mr. Nolan's application had been included in the amount sent.: [288, 255, 449, 312]
listing: [822, 167, 1100, 242]
ads-and-racing: [717, 34, 816, 2361]
land-buyers-heading: LAND BUYERS: READ THIS.: [20, 38, 272, 86]
motor-heading: MOTOR CAR: [854, 702, 1068, 733]
article-paragraph: A vote of thanks was accorded to the Farmers' Union for their donation of £500 to the Association's funds.: [288, 314, 450, 333]
article-paragraph: Cr. Smith said that the moment the Auditor-General had written him he had refunded the amount; at the same time he did not consider it right that he should pay his own expenses in going about the county on business connected with the Council.: [454, 511, 612, 558]
gig-heading: The "Egmont" Gig.: [883, 371, 1039, 390]
article-paragraph: The Auditor-General returned the balance-sheet duly audited, but with a tag that Cr. Smith had been paid travelling expenses, to which he was not entitled. He had, however, since refunded the amount.: [454, 461, 612, 508]
divider: [20, 1202, 282, 1205]
listing: [20, 393, 282, 452]
